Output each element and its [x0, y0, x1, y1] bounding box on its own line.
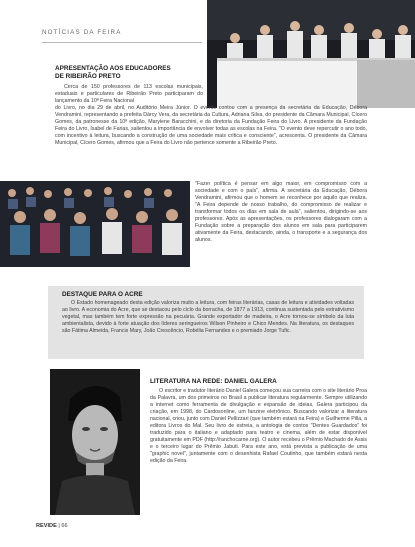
acre-body — [62, 300, 354, 335]
paragraph: O Estado homenageado desta edição valoriza muito a leitura, com feiras literárias, casas de leitura e atividades voltadas ao livro. A economia do Acre, que se destacou pelo ciclo da borracha, de 1877 a 1913, continua sustentada pelo extrativismo vegetal, mas também tem forte expressão na pecuária. Grande exportador de madeira, o Acre tornou-se símbolo da luta ambientalista, devido à forte atuação dos líderes seringueiros Wilson Pinheiro e Chico Mendes. Na literatura, os destaques são Fátima Almeida, Francis Mary, João Crescêncio, Robélia Fernandes e o premiado Jorge Tufic. — [62, 300, 354, 335]
galera-body — [150, 388, 367, 466]
section-label: NOTÍCIAS DA FEIRA — [42, 29, 122, 36]
paragraph: "Fazer política é pensar em algo maior, em compromisso com a sociedade e com o país", afirma. A secretária da Educação, Débora Vendramini, afirmou que o homem se reconhece por aquilo que realiza. "A Feira depende de nosso trabalho, do compromisso de realizar e transformar todos os dias em sala de aula", salientou, dirigindo-se aos professores. Após as apresentações, os professores dialogaram com a Fundação sobre a preparação dos alunos em sala para participarem ativamente da Feira, destacando, ainda, o transporte e a segurança dos alunos. — [195, 181, 367, 244]
footer-separator: | — [58, 523, 60, 529]
audience-photo — [0, 181, 190, 267]
galera-title: LITERATURA NA REDE: DANIEL GALERA — [150, 378, 277, 385]
portrait-photo — [50, 369, 140, 515]
panel-photo — [207, 0, 415, 108]
page-number: 66 — [61, 523, 68, 529]
article-body-right — [195, 181, 367, 244]
paragraph: do Livro, no dia 29 de abril, no Auditório Meira Júnior. O evento contou com a presença da secretária da Educação, Débora Vendramini, representando a prefeita Dárcy Vera, da secretária da Cultura, Adriana Silva, do presidente da Câmara Municipal, Cícero Gomes, da patronesse da 10ª edição, Marylene Baracchini, e da diretoria da Fundação Feira do Livro. A presidente da Fundação Feira do Livro, Isabel de Farias, salientou a importância de envolver todas as escolas na Feira. "O evento deve repercutir o ano todo, com incentivo à leitura, buscando a construção de uma sociedade mais crítica e consciente", acrescenta. O presidente da Câmara Municipal, Cícero Gomes, afirmou que a Feira do Livro não pertence somente a Ribeirão Preto. — [55, 105, 367, 147]
article-title-educadores — [55, 65, 210, 81]
section-rule — [42, 42, 202, 43]
magazine-name: REVIDE — [36, 523, 57, 529]
article-body-narrow — [55, 84, 203, 105]
title-line-2: DE RIBEIRÃO PRETO — [55, 73, 121, 80]
page-footer — [36, 523, 68, 529]
article-body-wide — [55, 105, 367, 147]
paragraph: O escritor e tradutor literário Daniel Galera começou sua carreira com o site literário Proa da Palavra, um dos primeiros no Brasil a publicar literatura regularmente. Sempre utilizando a internet como ferramenta de divulgação e expansão de ideias, Galera participou da criação, em 1998, do Cardosonline, um fanzine eletrônico. Buscando valorizar a literatura nacional, criou, junto com Daniel Pellizzari (que também estará na Feira) e Guilherme Pilla, a editora Livros do Mal. Seu livro de estreia, a antologia de contos "Dentes Guardados" foi traduzido para o italiano e adaptado para teatro e cinema, além de estar disponível gratuitamente em PDF (http://ranchocarne.org). O autor recebeu o Prêmio Machado de Assis e o terceiro lugar do Prêmio Jabuti. Para este ano, está prevista a publicação de uma "graphic novel", juntamente com o desenhista Rafael Coutinho, que também estará nesta edição da Feira. — [150, 388, 367, 465]
acre-title: DESTAQUE PARA O ACRE — [62, 291, 143, 298]
title-line-1: APRESENTAÇÃO AOS EDUCADORES — [55, 65, 171, 72]
paragraph: Cerca de 150 professores de 113 escolas municipais, estaduais e particulares de Ribeirão Preto participaram do lançamento da 10ª Feira Nacional — [55, 84, 203, 105]
